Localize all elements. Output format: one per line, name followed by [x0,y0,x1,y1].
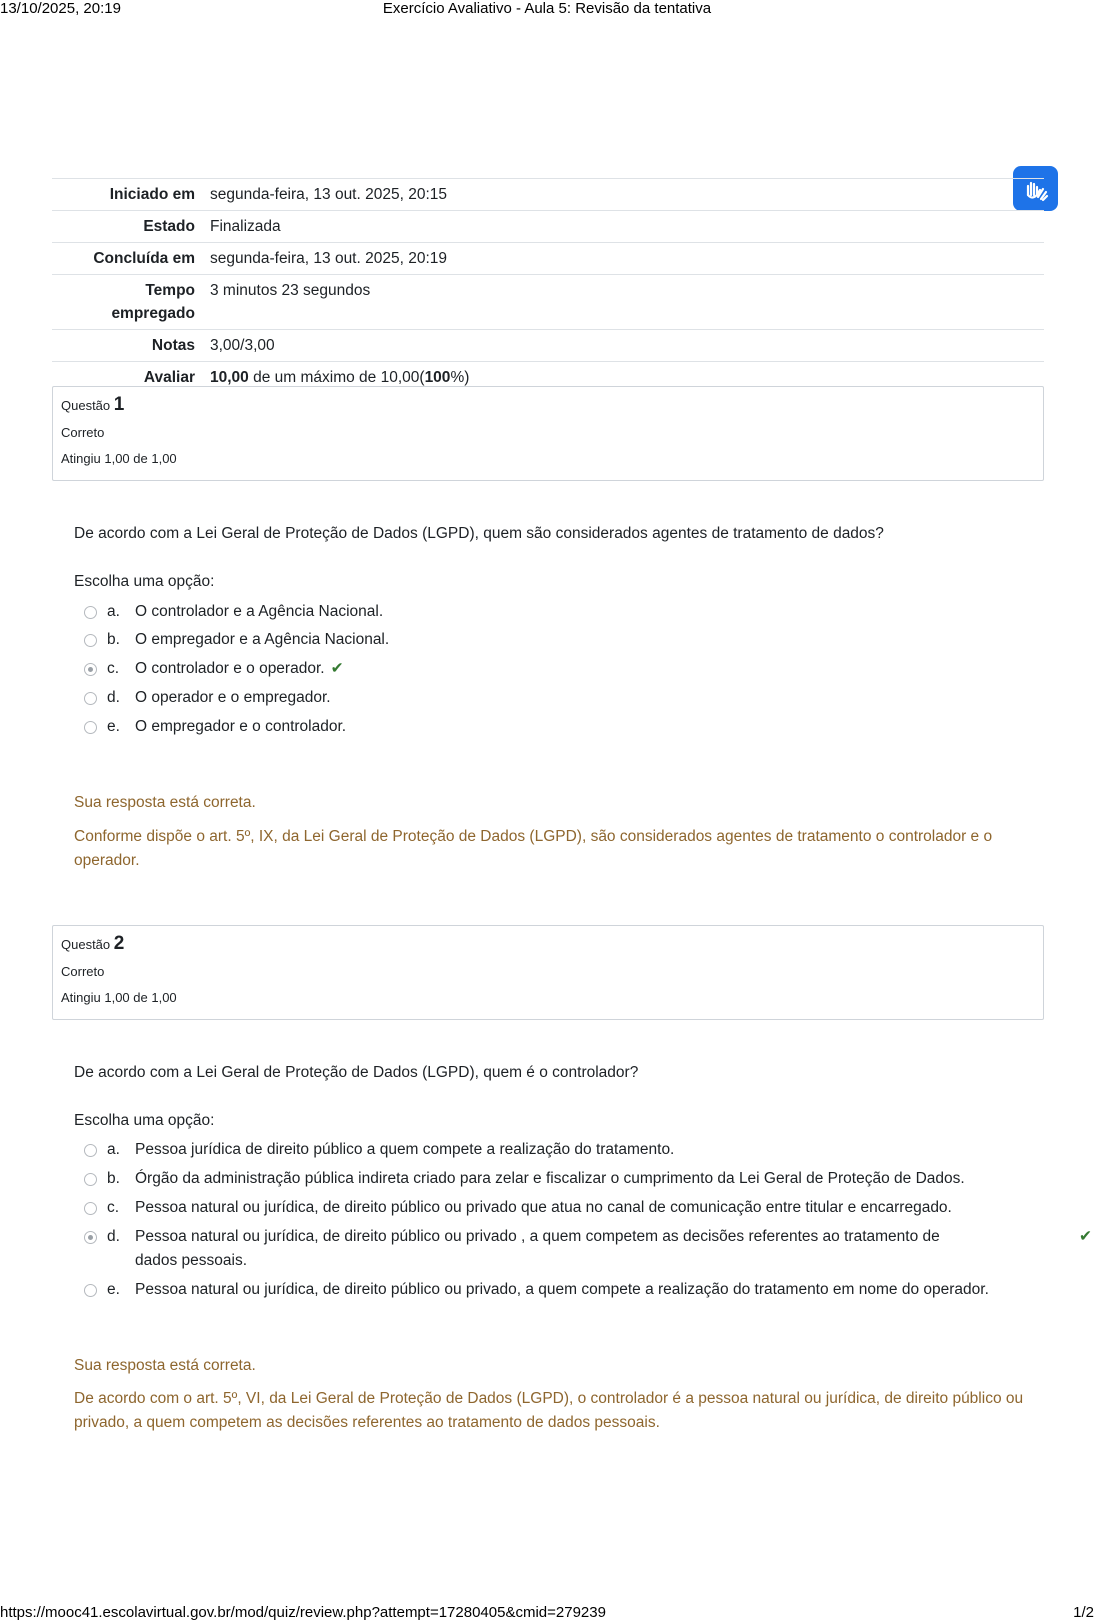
feedback-line: Conforme dispõe o art. 5º, IX, da Lei Geral de Proteção de Dados (LGPD), são considerados agentes de tratamento o controlador e o [74,828,993,845]
summary-label-line1: Tempo [145,282,195,299]
summary-value: 3 minutos 23 segundos [210,282,371,299]
option-letter: a. [107,603,120,620]
attempt-summary-table [52,178,1044,393]
radio-button[interactable] [84,692,97,705]
summary-label: Concluída em [93,250,195,267]
answer-option-1c[interactable] [84,657,1024,681]
correct-check-icon: ✔ [330,660,344,677]
correct-check-icon: ✔ [1079,1228,1092,1245]
grade-middle: de um máximo de 10,00( [248,369,425,386]
summary-row-state [52,211,1044,243]
feedback-general-2 [74,1387,1034,1435]
question-prefix: Questão [61,937,111,952]
option-letter: d. [107,1228,120,1245]
option-letter: e. [107,718,120,735]
answer-option-1a[interactable] [84,600,1024,624]
summary-label-line2: empregado [111,305,195,322]
question-mark: Atingiu 1,00 de 1,00 [61,990,177,1005]
feedback-title-1: Sua resposta está correta. [74,794,256,811]
option-letter: b. [107,1170,120,1187]
answer-option-1b[interactable] [84,628,1024,652]
summary-row-marks [52,330,1044,362]
answer-prompt-1: Escolha uma opção: [74,573,215,590]
grade-score: 10,00 [210,369,249,386]
answer-prompt-2: Escolha uma opção: [74,1112,215,1129]
summary-value: segunda-feira, 13 out. 2025, 20:19 [210,250,447,267]
print-page-title: Exercício Avaliativo - Aula 5: Revisão da tentativa [382,0,712,17]
question-number [61,395,1035,416]
option-text: Órgão da administração pública indireta criado para zelar e fiscalizar o cumprimento da Lei Geral de Proteção de Dados. [135,1170,965,1187]
option-letter: b. [107,631,120,648]
print-page-number: 1/2 [1073,1604,1094,1621]
question-info-1 [52,386,1044,481]
radio-button-selected[interactable] [84,663,97,676]
feedback-general-1 [74,825,1034,873]
option-text: O operador e o empregador. [135,689,331,706]
question-state: Correto [61,425,105,440]
question-text-1: De acordo com a Lei Geral de Proteção de Dados (LGPD), quem são considerados agentes de tratamento de dados? [74,525,884,542]
option-letter: e. [107,1281,120,1298]
print-footer [0,1604,1094,1622]
summary-label: Notas [151,337,195,354]
answer-option-1d[interactable] [84,686,1024,710]
grade-percent: 100 [424,369,451,386]
summary-value: segunda-feira, 13 out. 2025, 20:15 [210,186,447,203]
summary-label: Estado [143,218,195,235]
radio-button[interactable] [84,1284,97,1297]
grade-end: %) [450,369,470,386]
question-number [61,934,1035,955]
option-text [135,657,1024,681]
feedback-line: De acordo com o art. 5º, VI, da Lei Geral de Proteção de Dados (LGPD), o controlador é a pessoa natural ou jurídica, de direito público ou [74,1390,1024,1407]
summary-value: 3,00/3,00 [210,337,275,354]
question-number-value: 2 [113,933,125,954]
radio-button[interactable] [84,1144,97,1157]
option-text-value: O controlador e o operador. [135,660,325,677]
option-letter: a. [107,1141,120,1158]
question-number-value: 1 [113,394,125,415]
question-state: Correto [61,964,105,979]
feedback-line: operador. [74,852,140,869]
answer-option-1e[interactable] [84,715,1024,739]
summary-label: Avaliar [143,369,195,386]
summary-row-completed [52,243,1044,275]
option-text: O empregador e a Agência Nacional. [135,631,390,648]
print-url: https://mooc41.escolavirtual.gov.br/mod/quiz/review.php?attempt=17280405&cmid=279239 [0,1604,606,1621]
question-prefix: Questão [61,398,111,413]
answer-option-2c[interactable] [84,1196,1024,1220]
option-letter: c. [107,660,120,677]
radio-button[interactable] [84,1202,97,1215]
summary-label: Iniciado em [109,186,195,203]
print-datetime: 13/10/2025, 20:19 [0,0,121,17]
option-text: O controlador e a Agência Nacional. [135,603,384,620]
option-text-line: Pessoa natural ou jurídica, de direito público ou privado , a quem competem as decisões referentes ao tratamento de [135,1228,940,1245]
summary-row-started [52,179,1044,211]
radio-button[interactable] [84,606,97,619]
option-text-line: dados pessoais. [135,1252,248,1269]
feedback-title-2: Sua resposta está correta. [74,1357,256,1374]
answer-option-2a[interactable] [84,1138,1024,1162]
feedback-line: privado, a quem competem as decisões referentes ao tratamento de dados pessoais. [74,1414,660,1431]
option-letter: c. [107,1199,120,1216]
question-text-2: De acordo com a Lei Geral de Proteção de Dados (LGPD), quem é o controlador? [74,1064,639,1081]
option-text: O empregador e o controlador. [135,718,347,735]
option-letter: d. [107,689,120,706]
answer-option-2b[interactable] [84,1167,1024,1191]
radio-button[interactable] [84,1173,97,1186]
radio-button-selected[interactable] [84,1231,97,1244]
print-header [0,0,1094,18]
question-info-2 [52,925,1044,1020]
question-mark: Atingiu 1,00 de 1,00 [61,451,177,466]
radio-button[interactable] [84,721,97,734]
option-text: Pessoa jurídica de direito público a quem compete a realização do tratamento. [135,1141,675,1158]
option-text: Pessoa natural ou jurídica, de direito público ou privado que atua no canal de comunicação entre titular e encarregado. [135,1199,952,1216]
answer-option-2d[interactable] [84,1225,1092,1273]
summary-row-time-taken [52,275,1044,330]
summary-value: Finalizada [210,218,281,235]
option-text: Pessoa natural ou jurídica, de direito público ou privado, a quem compete a realização do tratamento em nome do operador. [135,1281,989,1298]
option-text [135,1225,1024,1273]
answer-option-2e[interactable] [84,1278,1024,1302]
radio-button[interactable] [84,634,97,647]
summary-label [52,275,210,330]
